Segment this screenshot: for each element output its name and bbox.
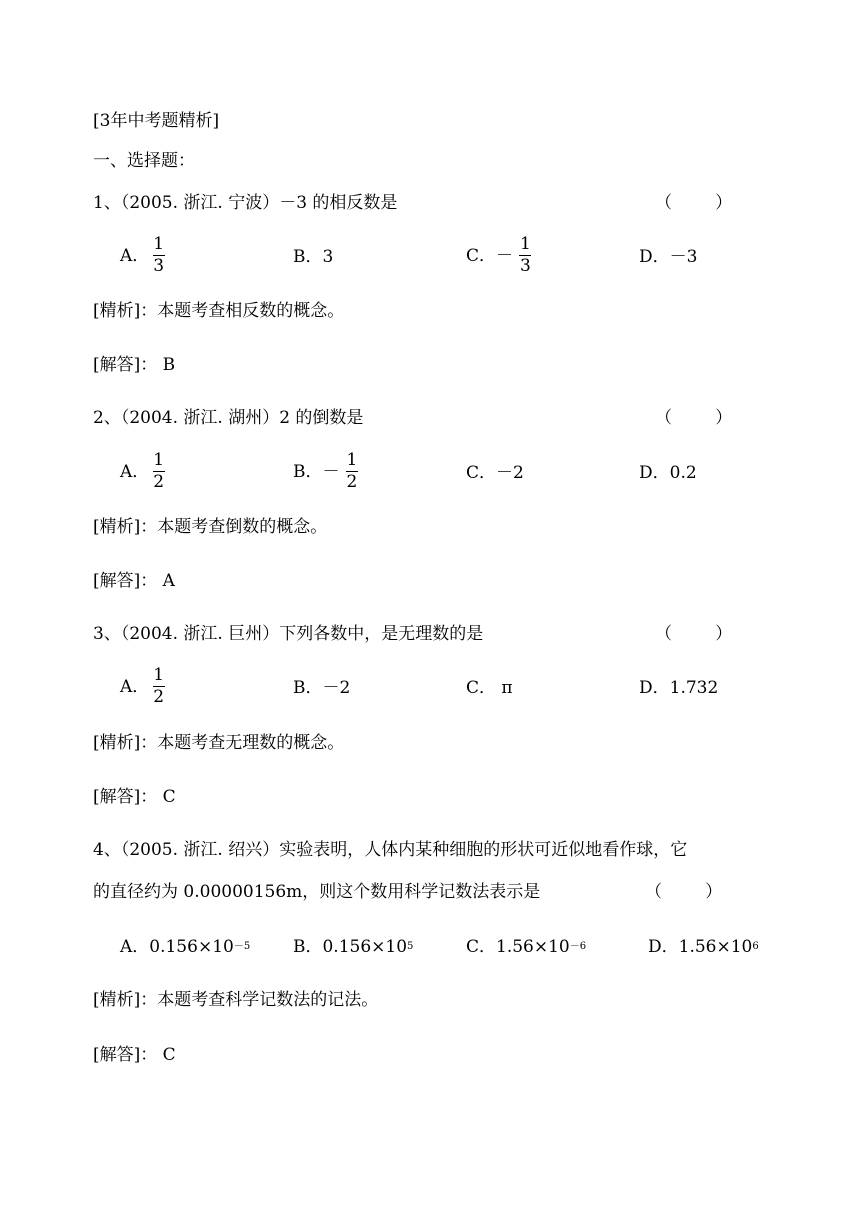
q2-option-a bbox=[120, 452, 168, 491]
q1-option-d bbox=[639, 247, 697, 267]
option-text: D．1.56×10 bbox=[648, 937, 753, 957]
numerator: 1 bbox=[153, 450, 165, 470]
denominator: 2 bbox=[346, 472, 358, 492]
q2-answer: [解答]： A bbox=[93, 571, 175, 591]
option-text: B．3 bbox=[293, 247, 334, 267]
answer-blank-4: （ ） bbox=[645, 882, 723, 902]
denominator: 3 bbox=[520, 256, 531, 276]
section-header: [3年中考题精析] bbox=[93, 111, 220, 131]
q4-option-c: C．1.56×10 －6 bbox=[466, 937, 587, 957]
minus-sign: － bbox=[496, 245, 514, 266]
option-label: A． bbox=[120, 676, 150, 697]
q2-option-c bbox=[466, 463, 524, 483]
fraction bbox=[345, 452, 360, 491]
q4-option-a: A．0.156×10 －5 bbox=[120, 937, 251, 957]
question-4-stem-line-1: 4、（2005. 浙江. 绍兴）实验表明，人体内某种细胞的形状可近似地看作球，它 bbox=[93, 840, 688, 860]
numerator: 1 bbox=[346, 450, 358, 470]
answer-blank-2: （ ） bbox=[655, 408, 733, 428]
option-text: B．－2 bbox=[293, 678, 351, 698]
q3-option-d bbox=[639, 678, 718, 698]
question-4-stem-line-2: 的直径约为 0.00000156m，则这个数用科学记数法表示是 bbox=[93, 882, 541, 902]
numerator: 1 bbox=[153, 234, 165, 254]
option-label: A． bbox=[120, 245, 150, 266]
q1-option-a bbox=[120, 236, 168, 275]
fraction bbox=[151, 452, 166, 491]
q1-option-b bbox=[293, 247, 333, 267]
fraction bbox=[151, 236, 166, 275]
question-3-stem: 3、（2004. 浙江. 巨州）下列各数中，是无理数的是 bbox=[93, 624, 484, 644]
q3-option-a bbox=[120, 667, 168, 706]
denominator: 3 bbox=[153, 256, 165, 276]
option-text: A．0.156×10 bbox=[120, 937, 234, 957]
q4-analysis: [精析]：本题考查科学记数法的记法。 bbox=[93, 990, 379, 1010]
q3-answer: [解答]： C bbox=[93, 787, 176, 807]
numerator: 1 bbox=[153, 665, 165, 685]
q3-option-c bbox=[466, 678, 513, 698]
q4-answer: [解答]： C bbox=[93, 1045, 176, 1065]
q1-answer: [解答]： B bbox=[93, 355, 176, 375]
minus-sign: － bbox=[322, 461, 340, 482]
option-text: C．1.56×10 bbox=[466, 937, 570, 957]
denominator: 2 bbox=[153, 472, 165, 492]
question-1-stem: 1、（2005. 浙江. 宁波）－3 的相反数是 bbox=[93, 193, 398, 213]
q2-option-b bbox=[293, 452, 361, 491]
fraction bbox=[518, 236, 533, 275]
q2-analysis: [精析]：本题考查倒数的概念。 bbox=[93, 517, 328, 537]
q4-option-b: B．0.156×10 5 bbox=[293, 937, 414, 957]
section-title: 一、选择题： bbox=[93, 151, 195, 171]
option-label: A． bbox=[120, 461, 150, 482]
q3-analysis: [精析]：本题考查无理数的概念。 bbox=[93, 733, 345, 753]
q1-option-c bbox=[466, 236, 535, 275]
option-text: B．0.156×10 bbox=[293, 937, 408, 957]
option-text: C． π bbox=[466, 678, 513, 698]
q4-option-d: D．1.56×10 6 bbox=[648, 937, 759, 957]
option-label: B． bbox=[293, 461, 323, 482]
q1-analysis: [精析]：本题考查相反数的概念。 bbox=[93, 301, 345, 321]
option-text: D．0.2 bbox=[639, 463, 697, 483]
denominator: 2 bbox=[153, 687, 165, 707]
option-text: D．1.732 bbox=[639, 678, 719, 698]
answer-blank-1: （ ） bbox=[655, 193, 733, 213]
fraction bbox=[151, 667, 166, 706]
option-text: C．－2 bbox=[466, 463, 524, 483]
option-label: C． bbox=[466, 245, 497, 266]
answer-blank-3: （ ） bbox=[655, 624, 733, 644]
q3-option-b bbox=[293, 678, 350, 698]
numerator: 1 bbox=[520, 234, 531, 254]
q2-option-d bbox=[639, 463, 697, 483]
question-2-stem: 2、（2004. 浙江. 湖州）2 的倒数是 bbox=[93, 408, 364, 428]
option-text: D．－3 bbox=[639, 247, 698, 267]
